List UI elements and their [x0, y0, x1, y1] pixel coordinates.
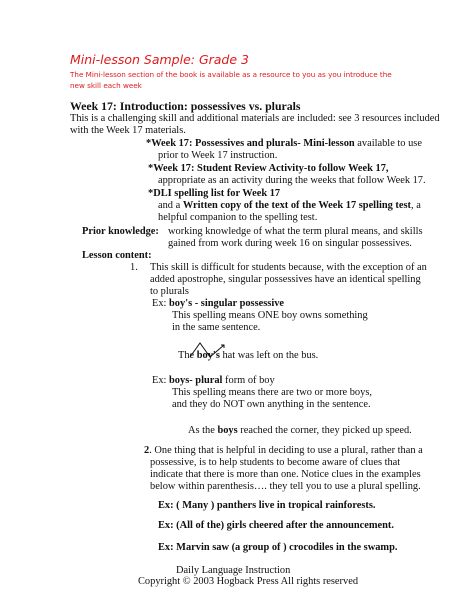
example-2-line: and they do NOT own anything in the sentence. — [172, 399, 371, 410]
point-1-number: 1. — [130, 262, 138, 273]
sentence-highlight: boy's — [196, 350, 220, 361]
resource-2-line2: appropriate as an activity during the weeks that follow Week 17. — [158, 175, 426, 186]
resource-3-line2 — [158, 200, 421, 212]
resource-1-rest: available to use — [354, 138, 422, 149]
resource-3-text: , a — [411, 200, 421, 211]
sentence-highlight: boys — [217, 425, 238, 436]
subtitle-line: The Mini-lesson section of the book is available as a resource to you as you introduce the — [70, 70, 392, 79]
example-2-term: boys- plural — [169, 375, 223, 386]
resource-3-title: *DLI spelling list for Week 17 — [148, 188, 281, 199]
example-2-rest: form of boy — [222, 375, 275, 386]
point-2-line: below within parenthesis…. they tell you to use a plural spelling. — [150, 481, 421, 492]
plural-example-a: Ex: ( Many ) panthers live in tropical rainforests. — [158, 500, 376, 511]
point-1-line: This skill is difficult for students because, with the exception of an — [150, 262, 427, 273]
subtitle-line: new skill each week — [70, 81, 142, 90]
point-1-line: to plurals — [150, 286, 189, 297]
example-1 — [152, 298, 284, 310]
point-2-line — [144, 445, 423, 457]
lesson-content-label: Lesson content: — [82, 250, 152, 261]
example-sentence-1 — [178, 350, 318, 362]
prior-knowledge-label: Prior knowledge: — [82, 226, 159, 237]
point-2-line: indicate that there is more than one. Notice clues in the examples — [150, 469, 421, 480]
sentence-text: reached the corner, they picked up speed. — [237, 425, 412, 436]
prior-knowledge-line: working knowledge of what the term plural means, and skills — [168, 226, 423, 237]
page-title: Mini-lesson Sample: Grade 3 — [70, 52, 249, 67]
resource-1-title: *Week 17: Possessives and plurals- Mini-lesson — [146, 138, 355, 149]
point-2-text: . One thing that is helpful in deciding to use a plural, rather than a — [149, 445, 423, 456]
plural-example-b: Ex: (All of the) girls cheered after the announcement. — [158, 520, 394, 531]
intro-line: with the Week 17 materials. — [70, 125, 186, 136]
sentence-text: The — [178, 350, 197, 361]
point-2-number: 2 — [144, 445, 150, 456]
point-2-line: possessive, is to help students to become aware of clues that — [150, 457, 401, 468]
example-2-line: This spelling means there are two or more boys, — [172, 387, 372, 398]
resource-3-text: and a — [158, 200, 183, 211]
resource-3-bold: Written copy of the text of the Week 17 spelling test — [182, 200, 411, 211]
resource-1 — [146, 138, 422, 150]
week-heading: Week 17: Introduction: possessives vs. plurals — [70, 99, 301, 113]
example-2-prefix: Ex: — [152, 375, 170, 386]
resource-2-title: *Week 17: Student Review Activity-to follow Week 17, — [148, 163, 389, 174]
example-1-line: in the same sentence. — [172, 322, 261, 333]
resource-3-line3: helpful companion to the spelling test. — [158, 212, 318, 223]
example-2 — [152, 375, 275, 387]
footer-line: Daily Language Instruction — [176, 565, 291, 576]
example-1-line: This spelling means ONE boy owns something — [172, 310, 368, 321]
example-sentence-2 — [188, 425, 412, 437]
footer-copyright: Copyright © 2003 Hogback Press All rights reserved — [138, 576, 359, 587]
sentence-text: hat was left on the bus. — [219, 350, 319, 361]
intro-line: This is a challenging skill and additional materials are included: see 3 resources included — [70, 113, 440, 124]
example-1-prefix: Ex: — [152, 298, 170, 309]
resource-1-line2: prior to Week 17 instruction. — [158, 150, 278, 161]
plural-example-c: Ex: Marvin saw (a group of ) crocodiles in the swamp. — [158, 542, 398, 553]
example-1-term: boy's - singular possessive — [169, 298, 285, 309]
sentence-text: As the — [188, 425, 218, 436]
prior-knowledge-line: gained from work during week 16 on singular possessives. — [168, 238, 412, 249]
point-1-line: added apostrophe, singular possessives have an identical spelling — [150, 274, 421, 285]
